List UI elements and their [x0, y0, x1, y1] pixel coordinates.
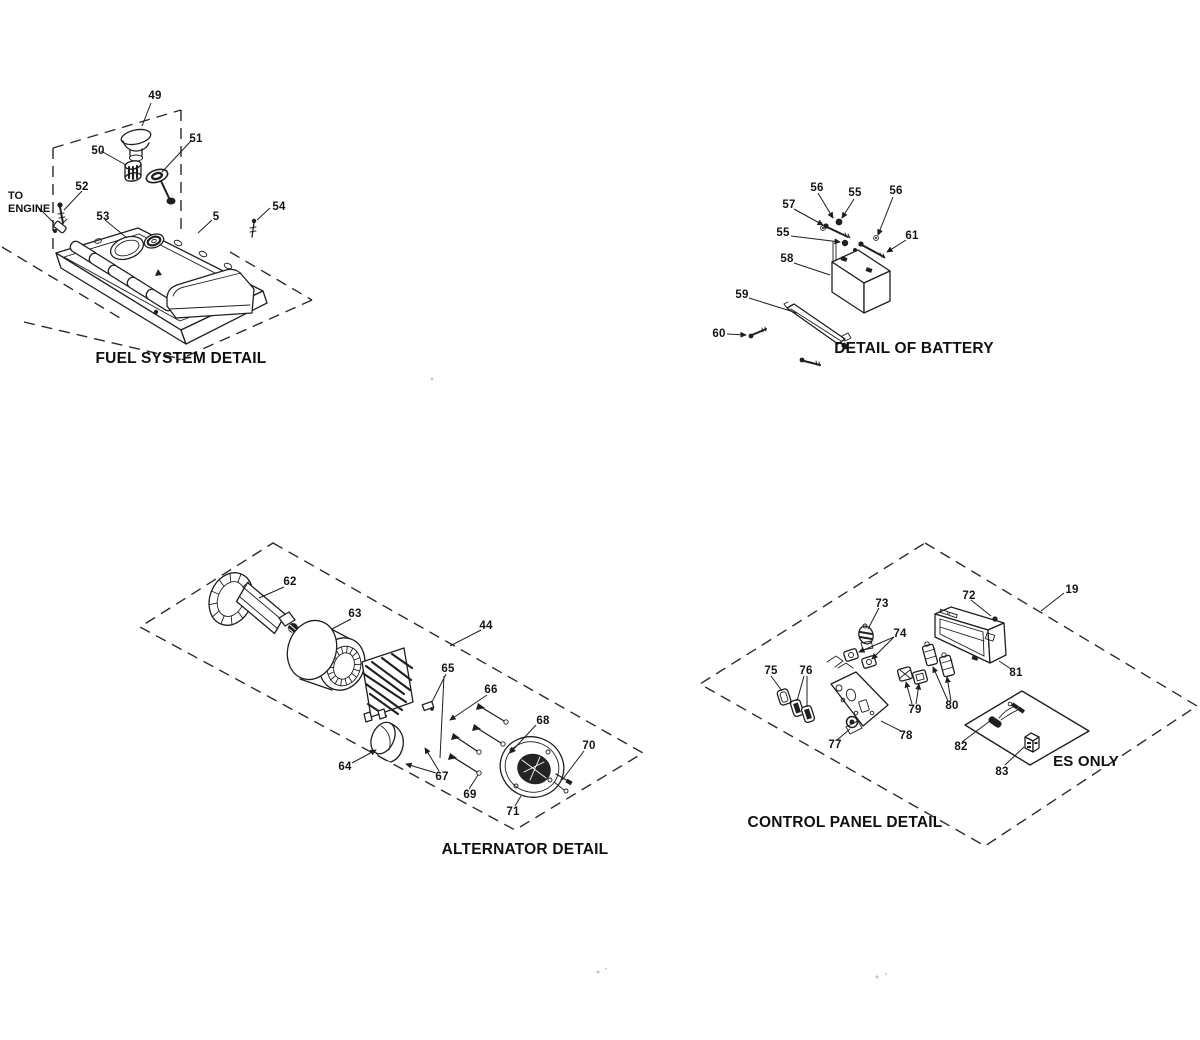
callout-52: 52 [75, 181, 89, 193]
battery-box [832, 241, 890, 313]
callout-56b: 56 [889, 185, 903, 197]
callout-76: 76 [799, 665, 813, 677]
callout-67: 67 [435, 771, 449, 783]
fuel-line-bolt [57, 202, 65, 223]
callout-72: 72 [962, 590, 976, 602]
battery-mount-bolt-2 [800, 358, 820, 366]
callout-55a: 55 [848, 187, 862, 199]
control-panel-detail-view [700, 543, 1197, 846]
through-bolts [448, 703, 508, 775]
alternator-detail-view [140, 543, 643, 858]
callout-59: 59 [735, 289, 749, 301]
callout-77: 77 [828, 739, 842, 751]
rocker-switches-76 [790, 699, 815, 723]
fuel-tank [56, 228, 267, 344]
control-dashed-boundary [700, 543, 1197, 846]
battery-detail-view [712, 182, 994, 366]
callout-80: 80 [945, 700, 959, 712]
to-engine-label-line1: TO [8, 190, 24, 202]
wing-nut [836, 219, 843, 226]
battery-caption: DETAIL OF BATTERY [834, 340, 994, 357]
engine-elbow-fitting [53, 219, 67, 233]
fuel-gauge [145, 167, 176, 205]
callout-70: 70 [582, 740, 596, 752]
control-caption: CONTROL PANEL DETAIL [747, 814, 943, 831]
rotor-sleeve [366, 718, 403, 762]
panel-bezel [935, 607, 1006, 663]
callout-58: 58 [780, 253, 794, 265]
callout-63: 63 [348, 608, 362, 620]
wing-nut [842, 240, 848, 246]
panel-connectors-74 [827, 648, 877, 669]
callout-19: 19 [1065, 584, 1079, 596]
callout-68: 68 [536, 715, 550, 727]
es-only-label: ES ONLY [1053, 753, 1119, 770]
callout-75: 75 [764, 665, 778, 677]
callout-56a: 56 [810, 182, 824, 194]
callout-69: 69 [463, 789, 477, 801]
callout-83: 83 [995, 766, 1009, 778]
panel-connectors-79 [897, 667, 928, 685]
callout-62: 62 [283, 576, 297, 588]
fuel-cap [120, 127, 152, 161]
callout-50: 50 [91, 145, 105, 157]
callout-5: 5 [212, 211, 220, 223]
brush-clip [422, 701, 434, 710]
callout-74: 74 [893, 628, 907, 640]
bezel-screw [992, 616, 997, 621]
toggle-switches-80 [922, 642, 955, 677]
callout-55b: 55 [776, 227, 790, 239]
callout-49: 49 [148, 90, 162, 102]
callout-79: 79 [908, 704, 922, 716]
callout-65: 65 [441, 663, 455, 675]
fuel-filter [124, 160, 141, 183]
end-bell [492, 728, 573, 806]
to-engine-label-line2: ENGINE [8, 203, 51, 215]
fuel-system-detail-view [2, 90, 312, 367]
rocker-switch-75 [776, 688, 791, 706]
callout-71: 71 [506, 806, 520, 818]
callout-54: 54 [272, 201, 286, 213]
callout-81: 81 [1009, 667, 1023, 679]
callout-66: 66 [484, 684, 498, 696]
alternator-caption: ALTERNATOR DETAIL [441, 841, 609, 858]
callout-57: 57 [782, 199, 796, 211]
callout-60: 60 [712, 328, 726, 340]
brush-plate [362, 648, 413, 722]
callout-64: 64 [338, 761, 352, 773]
callout-73: 73 [875, 598, 889, 610]
callout-78: 78 [899, 730, 913, 742]
scan-artifacts [431, 378, 887, 979]
callout-44: 44 [479, 620, 493, 632]
panel-plate [831, 672, 888, 726]
relay-83 [1025, 733, 1039, 752]
callout-51: 51 [189, 133, 203, 145]
battery-mount-bolt [749, 327, 766, 338]
callout-82: 82 [954, 741, 968, 753]
callout-61: 61 [905, 230, 919, 242]
wire-harness-82 [987, 702, 1025, 729]
tank-screw-54 [250, 219, 256, 237]
fuel-caption: FUEL SYSTEM DETAIL [95, 350, 267, 367]
callout-53: 53 [96, 211, 110, 223]
